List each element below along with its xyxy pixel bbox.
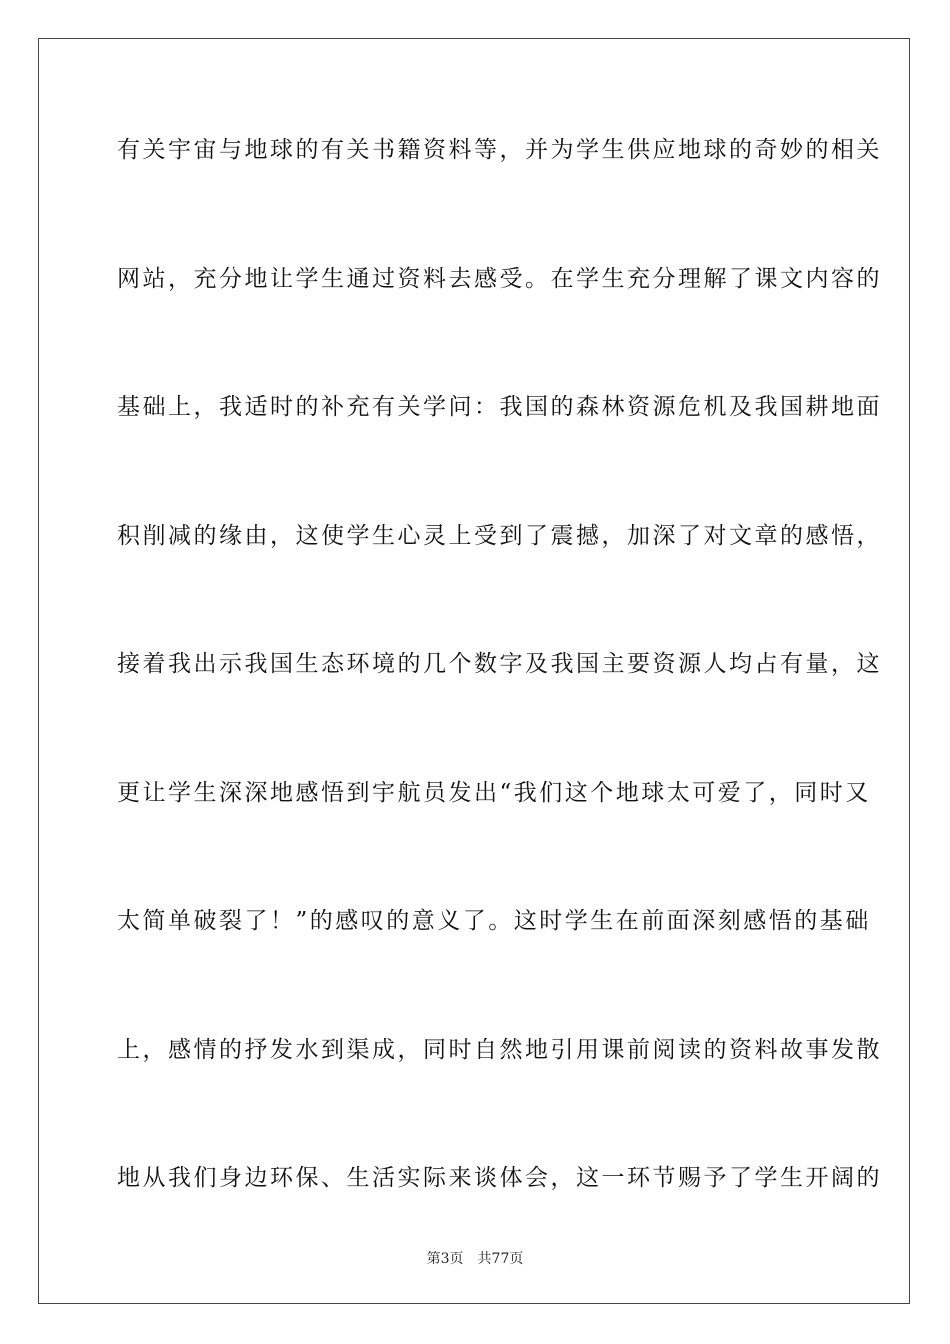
- page-footer: [0, 1248, 950, 1268]
- text-line: 基础上，我适时的补充有关学问：我国的森林资源危机及我国耕地面: [117, 394, 882, 420]
- total-pages: 共77页: [477, 1251, 524, 1267]
- text-line: 太简单破裂了！”的感叹的意义了。这时学生在前面深刻感悟的基础: [117, 908, 871, 934]
- text-line: 更让学生深深地感悟到宇航员发出“我们这个地球太可爱了，同时又: [117, 779, 871, 806]
- page-number: 第3页: [426, 1251, 464, 1267]
- document-body: [117, 127, 882, 1284]
- text-line: 有关宇宙与地球的有关书籍资料等，并为学生供应地球的奇妙的相关: [117, 137, 882, 163]
- text-line: 积削减的缘由，这使学生心灵上受到了震撼，加深了对文章的感悟，: [117, 522, 882, 549]
- text-line: 上，感情的抒发水到渠成，同时自然地引用课前阅读的资料故事发散: [117, 1036, 882, 1063]
- text-line: 接着我出示我国生态环境的几个数字及我国主要资源人均占有量，这: [117, 651, 882, 677]
- text-line: 网站，充分地让学生通过资料去感受。在学生充分理解了课文内容的: [117, 265, 882, 292]
- text-line: 地从我们身边环保、生活实际来谈体会，这一环节赐予了学生开阔的: [117, 1165, 882, 1191]
